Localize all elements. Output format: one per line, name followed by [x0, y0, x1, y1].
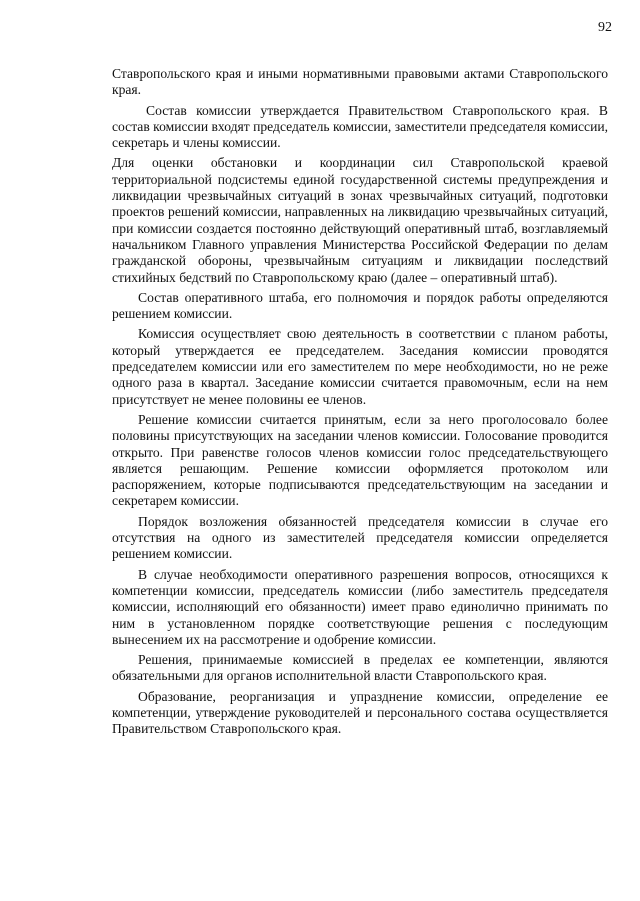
document-body [112, 66, 608, 742]
paragraph: Образование, реорганизация и упразднение комиссии, определение ее компетенции, утверждение руководителей и персонального состава осуществляется Правительством Ставропольского края. [112, 688, 608, 737]
paragraph: Решения, принимаемые комиссией в пределах ее компетенции, являются обязательными для органов исполнительной власти Ставропольского края. [112, 652, 608, 684]
paragraph: В случае необходимости оперативного разрешения вопросов, относящихся к компетенции комиссии, председатель комиссии (либо заместитель председателя комиссии, исполняющий его обязанности) имеет право единолично принимать по ним в установленном порядке соответствующие решения с последующим вынесением их на рассмотрение и одобрение комиссии. [112, 566, 608, 647]
paragraph: Комиссия осуществляет свою деятельность в соответствии с планом работы, который утверждается ее председателем. Заседания комиссии проводятся председателем комиссии или его заместителем по мере необходимости, но не реже одного раза в квартал. Заседание комиссии считается правомочным, если на нем присутствует не менее половины ее членов. [112, 326, 608, 407]
paragraph: Состав комиссии утверждается Правительством Ставропольского края. В состав комиссии входят председатель комиссии, заместители председателя комиссии, секретарь и члены комиссии. [112, 102, 609, 151]
paragraph: Ставропольского края и иными нормативными правовыми актами Ставропольского края. [112, 66, 608, 98]
paragraph: Состав оперативного штаба, его полномочия и порядок работы определяются решением комиссии. [112, 289, 608, 322]
page-number: 92 [598, 20, 612, 35]
paragraph: Решение комиссии считается принятым, если за него проголосовало более половины присутствующих на заседании членов комиссии. Голосование проводится открыто. При равенстве голосов членов комиссии голос председательствующего является решающим. Решение комиссии оформляется протоколом или распоряжением, которые подписываются председательствующим на заседании и секретарем комиссии. [112, 411, 608, 509]
paragraph: Для оценки обстановки и координации сил Ставропольской краевой территориальной подсистемы единой государственной системы предупреждения и ликвидации чрезвычайных ситуаций в зонах чрезвычайных ситуаций, подготовки проектов решений комиссии, направленных на ликвидацию чрезвычайных ситуаций, при комиссии создается постоянно действующий оперативный штаб, возглавляемый начальником Главного управления Министерства Российской Федерации по делам гражданской обороны, чрезвычайным ситуациям и ликвидации последствий стихийных бедствий по Ставропольскому краю (далее – оперативный штаб). [112, 155, 608, 285]
paragraph: Порядок возложения обязанностей председателя комиссии в случае его отсутствия на одного из заместителей председателя комиссии определяется решением комиссии. [112, 513, 608, 562]
